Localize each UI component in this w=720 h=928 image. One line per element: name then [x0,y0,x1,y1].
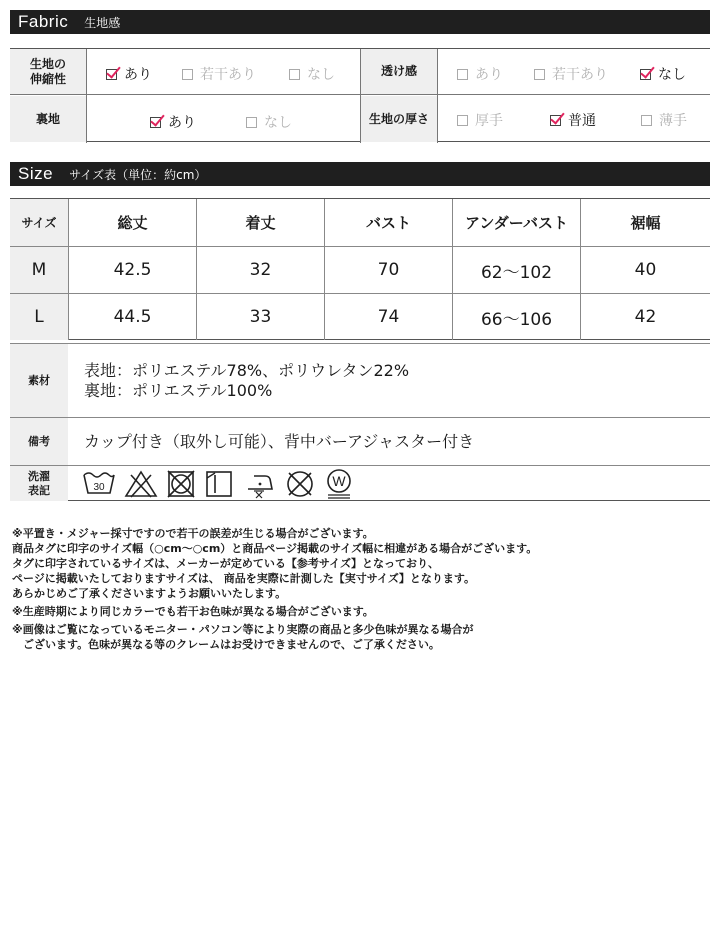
sheer-label: 透け感 [361,49,437,94]
wash-temp: 30 [93,481,105,493]
footnote-line: ※画像はご覧になっているモニター・パソコン等により実際の商品と多少色味が異なる場合が [12,623,474,636]
column-header: 着丈 [196,199,324,246]
checkbox-empty-icon [457,115,468,126]
sheer-option-yes[interactable]: あり [457,64,503,84]
fabric-table [10,48,710,142]
table-cell: 40 [580,247,710,293]
checkbox-empty-icon [182,69,193,80]
footnote-line: ※生産時期により同じカラーでも若干お色味が異なる場合がございます。 [12,605,374,618]
column-header: サイズ [10,199,68,246]
checkbox-empty-icon [289,69,300,80]
fabric-subtitle: 生地感 [84,15,121,30]
fabric-section-header [10,10,710,34]
line-dry-icon [204,469,234,499]
size-section-header [10,162,710,186]
thickness-label: 生地の厚さ [361,96,437,142]
footnote-line: ございます。色味が異なる等のクレームはお受けできませんので、ご了承ください。 [12,638,440,651]
wet-letter: W [332,472,346,489]
table-cell: 62～102 [452,247,580,293]
care-row [10,465,710,501]
stretch-option-slight[interactable]: 若干あり [182,64,256,84]
sheer-option-slight[interactable]: 若干あり [534,64,608,84]
material-line: 裏地：ポリエステル100% [84,380,273,400]
table-cell: 42 [580,294,710,340]
checkbox-checked-icon [640,69,651,80]
divider [86,49,87,143]
footnote-line: ※平置き・メジャー採寸ですので若干の誤差が生じる場合がございます。 [12,527,374,540]
table-cell: 44.5 [68,294,196,340]
lining-label: 裏地 [10,96,86,142]
iron-low-icon [242,469,276,499]
column-header: バスト [324,199,452,246]
checkbox-empty-icon [641,115,652,126]
divider [360,49,361,143]
footnote-line: タグに印字されているサイズは、メーカーが定めている【参考サイズ】となっており、 [12,557,440,570]
table-cell: 32 [196,247,324,293]
footnote-line: あらかじめご了承くださいますようお願いいたします。 [12,587,287,600]
checkbox-empty-icon [534,69,545,80]
wash-30-icon [82,469,116,499]
material-label: 素材 [10,344,68,417]
column-header: アンダーバスト [452,199,580,246]
footnote-line: ページに掲載いたしておりますサイズは、 商品を実際に計測した【実寸サイズ】となります。 [12,572,475,585]
checkbox-empty-icon [246,117,257,128]
footnote-line: 商品タグに印字のサイズ幅（○cm～○cm）と商品ページ掲載のサイズ幅に相違がある場合がございます。 [12,542,538,555]
notes-value: カップ付き（取外し可能）、背中バーアジャスター付き [84,431,475,451]
column-header: 裾幅 [580,199,710,246]
no-dryclean-icon [284,469,316,499]
table-cell: 42.5 [68,247,196,293]
care-icons [68,466,354,501]
thickness-option-thin[interactable]: 薄手 [641,110,687,130]
thickness-option-thick[interactable]: 厚手 [457,110,503,130]
material-line: 表地：ポリエステル78%、ポリウレタン22% [84,360,410,380]
notes-label: 備考 [10,418,68,465]
lining-option-no[interactable]: なし [246,112,292,132]
size-cell: M [10,247,68,293]
lining-option-yes[interactable]: あり [150,112,196,132]
checkbox-checked-icon [150,117,161,128]
wet-clean-icon [324,468,354,500]
size-subtitle: サイズ表（単位：約cm） [69,167,207,182]
divider [437,49,438,143]
table-cell: 66～106 [452,294,580,340]
sheer-option-no[interactable]: なし [640,64,686,84]
fabric-title: Fabric [18,12,69,31]
checkbox-checked-icon [106,69,117,80]
notes-row [10,417,710,465]
table-cell: 70 [324,247,452,293]
footnotes [12,526,712,652]
material-row [10,344,710,417]
size-table-header-row [10,199,710,246]
size-title: Size [18,164,54,183]
no-tumble-dry-icon [166,469,196,499]
care-label: 洗濯 表記 [10,466,68,501]
material-value [68,344,409,417]
checkbox-checked-icon [550,115,561,126]
thickness-option-normal[interactable]: 普通 [550,110,596,130]
stretch-option-no[interactable]: なし [289,64,335,84]
info-table [10,343,710,501]
table-row [10,293,710,340]
table-cell: 33 [196,294,324,340]
size-cell: L [10,294,68,340]
no-bleach-icon [124,469,158,499]
table-row [10,246,710,293]
checkbox-empty-icon [457,69,468,80]
table-cell: 74 [324,294,452,340]
stretch-label: 生地の 伸縮性 [10,49,86,94]
stretch-option-yes[interactable]: あり [106,64,152,84]
column-header: 総丈 [68,199,196,246]
size-table [10,198,710,340]
